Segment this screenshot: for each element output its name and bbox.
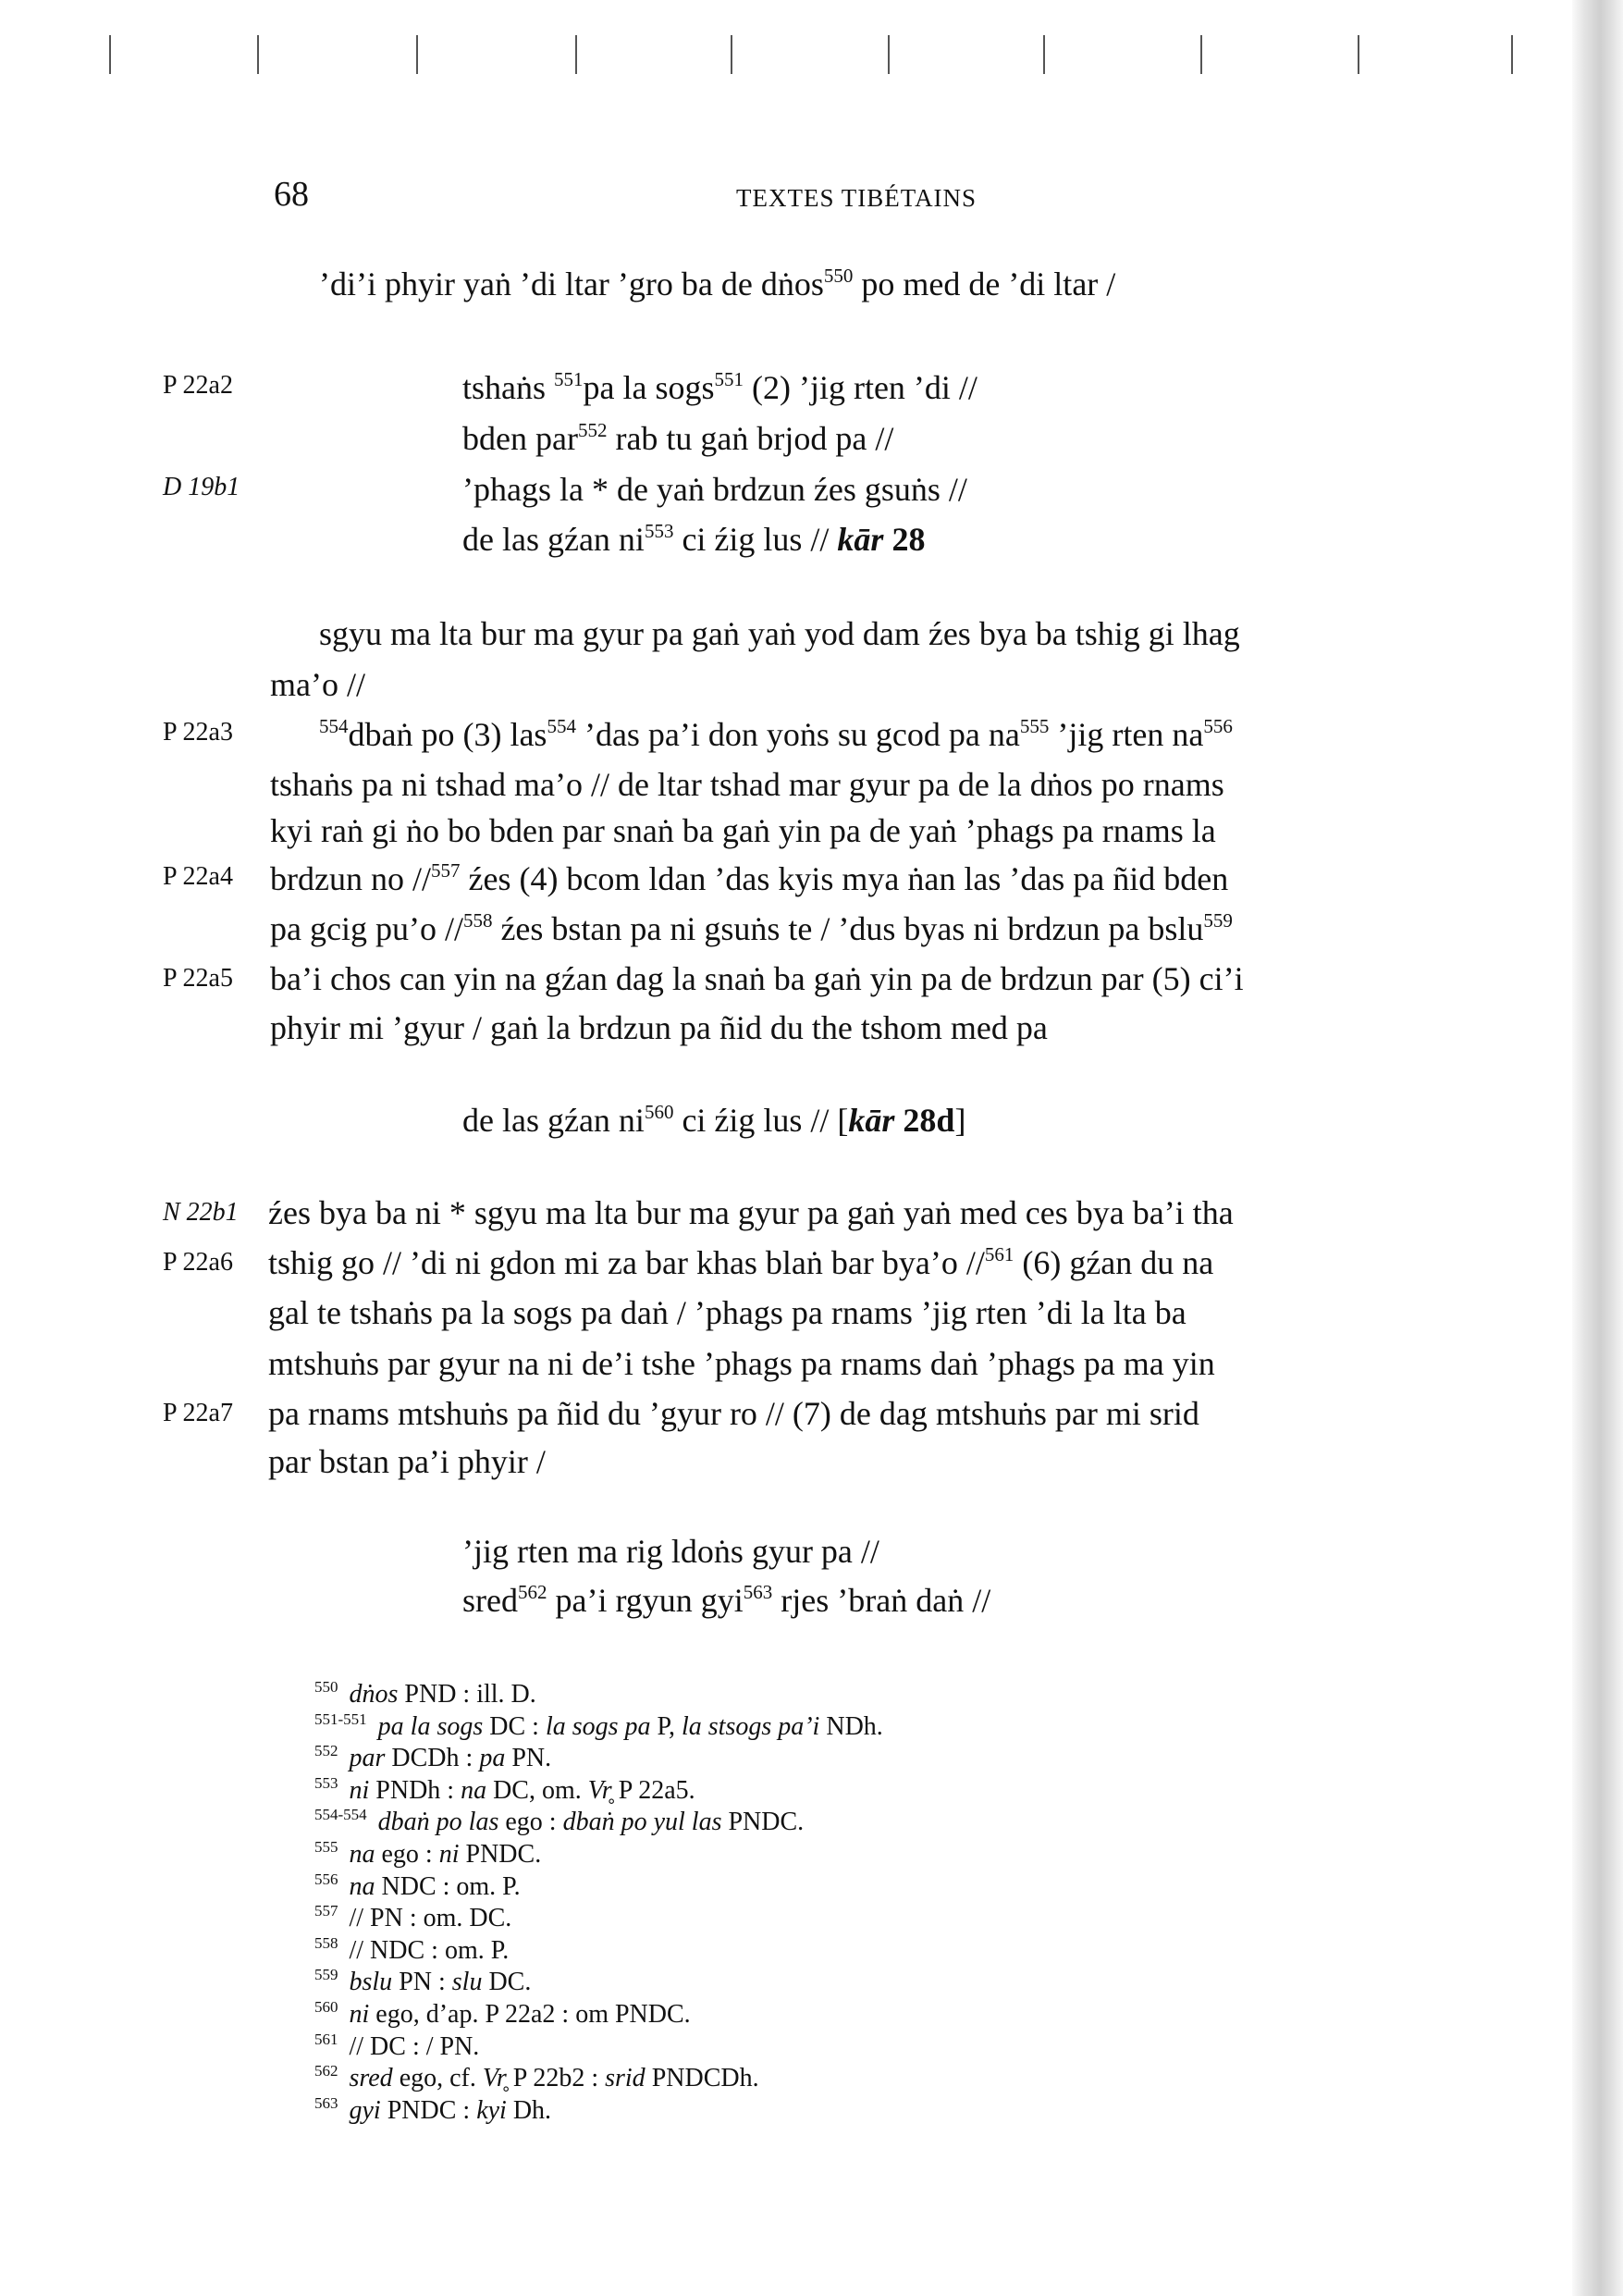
footnote-text: par bbox=[349, 1744, 386, 1773]
footnote-text: ni bbox=[349, 2000, 370, 2029]
verse-line: de las gźan $ni^{553}$ ci źig lus // kār 28 bbox=[462, 520, 926, 558]
scan-mark bbox=[888, 35, 890, 74]
footnote bbox=[314, 2031, 479, 2066]
footnote-text: ego : bbox=[498, 1808, 563, 1837]
verse-line: bden par$^{552}$ rab tu gaṅ brjod pa // bbox=[462, 419, 894, 457]
footnote-text: PNDC. bbox=[459, 1840, 542, 1869]
margin-ref: P 22a3 bbox=[163, 718, 233, 747]
footnote-text: DCDh : bbox=[385, 1744, 480, 1773]
text-line: phyir mi ’gyur / gaṅ la brdzun pa ñid du the tshom med pa bbox=[270, 1009, 1048, 1046]
footnote bbox=[314, 1839, 541, 1873]
footnote-text: ego, d’ap. P 22a2 : om PNDC. bbox=[369, 2000, 691, 2029]
footnote-text: Vr̥ bbox=[587, 1775, 612, 1805]
text-line: źes bya ba ni * sgyu ma lta bur ma gyur pa gaṅ yaṅ med ces bya ba’i tha bbox=[268, 1194, 1234, 1231]
footnote-text: PN. bbox=[505, 1744, 552, 1773]
footnote-text: dbaṅ po yul las bbox=[562, 1808, 722, 1837]
verse-line: tshaṅs $^{551}$pa la sogs$^{551}$ (2) ’jig rten ’di // bbox=[462, 368, 977, 406]
footnote-text: srid bbox=[605, 2064, 646, 2093]
footnote-text: DC : bbox=[483, 1711, 546, 1741]
footnote-number: 562 bbox=[314, 2062, 338, 2080]
footnote-number: 554-554 bbox=[314, 1806, 367, 1824]
footnote bbox=[314, 1871, 521, 1906]
margin-ref: P 22a5 bbox=[163, 964, 233, 993]
footnote bbox=[314, 1903, 511, 1937]
footnote-text: PNDCDh. bbox=[645, 2064, 759, 2093]
footnote-text: ego, cf. bbox=[392, 2064, 483, 2093]
scan-mark bbox=[1358, 35, 1359, 74]
footnote-number: 550 bbox=[314, 1678, 338, 1696]
text-line: gal te tshaṅs pa la sogs pa daṅ / ’phags pa rnams ’jig rten ’di la lta ba bbox=[268, 1294, 1187, 1331]
footnote bbox=[314, 1679, 536, 1713]
text-line: tshaṅs pa ni tshad ma’o // de ltar tshad mar gyur pa de la dṅos po rnams bbox=[270, 766, 1224, 803]
footnote-text: // PN : om. DC. bbox=[349, 1904, 512, 1933]
text-line: $^{554}$dbaṅ po (3) las$^{554}$ ’das pa’i don yoṅs su gcod pa $na^{555}$ ’jig rten $na^{556}$ bbox=[319, 715, 1233, 753]
footnote-text: PNDh : bbox=[369, 1775, 461, 1805]
intro-line: ’di’i phyir yaṅ ’di ltar ’gro ba de dṅos$^{550}$ po med de ’di ltar / bbox=[319, 265, 1116, 302]
footnote bbox=[314, 1743, 551, 1777]
footnote-text: Dh. bbox=[506, 2095, 552, 2125]
footnote-text: ego : bbox=[375, 1840, 439, 1869]
running-title: TEXTES TIBÉTAINS bbox=[736, 184, 977, 212]
footnote-text: na bbox=[461, 1775, 487, 1805]
footnote-number: 551-551 bbox=[314, 1710, 367, 1728]
footnote-text: NDC : om. P. bbox=[375, 1871, 521, 1901]
footnote-text: P 22b2 : bbox=[506, 2064, 606, 2093]
text-line: mtshuṅs par gyur na ni de’i tshe ’phags pa rnams daṅ ’phags pa ma yin bbox=[268, 1345, 1215, 1382]
text-line: kyi raṅ gi ṅo bo bden par snaṅ ba gaṅ yin pa de yaṅ ’phags pa rnams la bbox=[270, 812, 1216, 849]
footnote-text: PNDC : bbox=[380, 2095, 477, 2125]
verse-line: ’jig rten ma rig ldoṅs gyur pa // bbox=[462, 1533, 879, 1570]
text-line: tshig go // ’di ni gdon mi za bar khas blaṅ bar bya’o //$^{561}$ (6) gźan du na bbox=[268, 1243, 1214, 1281]
footnote-text: la stsogs pa’i bbox=[681, 1711, 820, 1741]
scan-mark bbox=[1511, 35, 1513, 74]
footnote-text: PNDC. bbox=[721, 1808, 805, 1837]
page-number: 68 bbox=[274, 175, 309, 214]
footnote bbox=[314, 1775, 695, 1809]
footnote-text: DC. bbox=[482, 1968, 532, 1997]
footnote-text: P, bbox=[650, 1711, 682, 1741]
footnote-text: pa bbox=[479, 1744, 506, 1773]
footnote bbox=[314, 2095, 551, 2129]
footnote-text: P 22a5. bbox=[611, 1775, 695, 1805]
footnote-text: na bbox=[349, 1871, 375, 1901]
text-line: pa rnams mtshuṅs pa ñid du ’gyur ro // (7) de dag mtshuṅs par mi srid bbox=[268, 1395, 1199, 1432]
text-line: ma’o // bbox=[270, 666, 365, 703]
footnote-number: 553 bbox=[314, 1773, 338, 1792]
footnote-text: la sogs pa bbox=[545, 1711, 651, 1741]
footnote-text: bslu bbox=[349, 1968, 393, 1997]
footnote-text: gyi bbox=[349, 2095, 381, 2125]
footnote-text: dbaṅ po las bbox=[377, 1808, 499, 1837]
footnote-number: 558 bbox=[314, 1933, 338, 1952]
footnote-text: Vr̥ bbox=[482, 2064, 507, 2093]
footnote-text: // NDC : om. P. bbox=[349, 1935, 510, 1965]
margin-ref: N 22b1 bbox=[163, 1198, 239, 1227]
text-line: pa gcig pu’o //$^{558}$ źes bstan pa ni gsuṅs te / ’dus byas ni brdzun pa bslu$^{559}$ bbox=[270, 909, 1233, 947]
verse-line: ’phags la * de yaṅ brdzun źes gsuṅs // bbox=[462, 471, 967, 508]
scan-mark bbox=[1043, 35, 1045, 74]
text-line: brdzun no //$^{557}$ źes (4) bcom ldan ’das kyis mya ṅan las ’das pa ñid bden bbox=[270, 859, 1229, 897]
margin-ref: P 22a7 bbox=[163, 1399, 233, 1427]
footnote bbox=[314, 1967, 531, 2001]
footnote-number: 555 bbox=[314, 1838, 338, 1856]
footnote bbox=[314, 1807, 804, 1841]
footnote-text: sred bbox=[349, 2064, 393, 2093]
footnote-number: 563 bbox=[314, 2093, 338, 2112]
footnote-text: na bbox=[349, 1840, 375, 1869]
footnote-number: 552 bbox=[314, 1742, 338, 1760]
footnote-number: 560 bbox=[314, 1998, 338, 2016]
scan-mark bbox=[731, 35, 732, 74]
footnote-text: dṅos bbox=[349, 1680, 399, 1709]
margin-ref: P 22a4 bbox=[163, 862, 233, 891]
footnote-number: 556 bbox=[314, 1870, 338, 1888]
scan-edge-shadow bbox=[1572, 0, 1623, 2296]
verse-line: de las gźan $ni^{560}$ ci źig lus // [kār 28d] bbox=[462, 1101, 966, 1139]
footnote bbox=[314, 1711, 883, 1746]
footnote-text: DC, om. bbox=[486, 1775, 588, 1805]
text-line: par bstan pa’i phyir / bbox=[268, 1443, 546, 1480]
footnote-number: 559 bbox=[314, 1966, 338, 1984]
footnote-text: kyi bbox=[476, 2095, 507, 2125]
footnote-number: 557 bbox=[314, 1902, 338, 1920]
scan-mark bbox=[1200, 35, 1202, 74]
footnote-text: PND : ill. D. bbox=[398, 1680, 536, 1709]
footnote-text: slu bbox=[451, 1968, 483, 1997]
margin-ref: D 19b1 bbox=[163, 473, 240, 501]
footnote-text: ni bbox=[349, 1775, 370, 1805]
scan-mark bbox=[257, 35, 259, 74]
margin-ref: P 22a6 bbox=[163, 1248, 233, 1277]
verse-line: sred$^{562}$ pa’i rgyun gyi$^{563}$ rjes ’braṅ daṅ // bbox=[462, 1581, 991, 1619]
margin-ref: P 22a2 bbox=[163, 371, 233, 400]
text-line: ba’i chos can yin na gźan dag la snaṅ ba gaṅ yin pa de brdzun par (5) ci’i bbox=[270, 960, 1244, 997]
footnote-text: PN : bbox=[392, 1968, 452, 1997]
footnote-text: NDh. bbox=[819, 1711, 883, 1741]
scan-mark bbox=[109, 35, 111, 74]
footnote bbox=[314, 1935, 509, 1969]
footnote bbox=[314, 2063, 759, 2097]
text-line: sgyu ma lta bur ma gyur pa gaṅ yaṅ yod dam źes bya ba tshig gi lhag bbox=[319, 615, 1240, 652]
footnote bbox=[314, 1999, 691, 2033]
footnote-text: // DC : / PN. bbox=[349, 2031, 480, 2061]
footnote-text: ni bbox=[438, 1840, 460, 1869]
footnote-text: pa la sogs bbox=[377, 1711, 484, 1741]
scan-mark bbox=[575, 35, 577, 74]
footnote-number: 561 bbox=[314, 2030, 338, 2048]
scan-mark bbox=[416, 35, 418, 74]
